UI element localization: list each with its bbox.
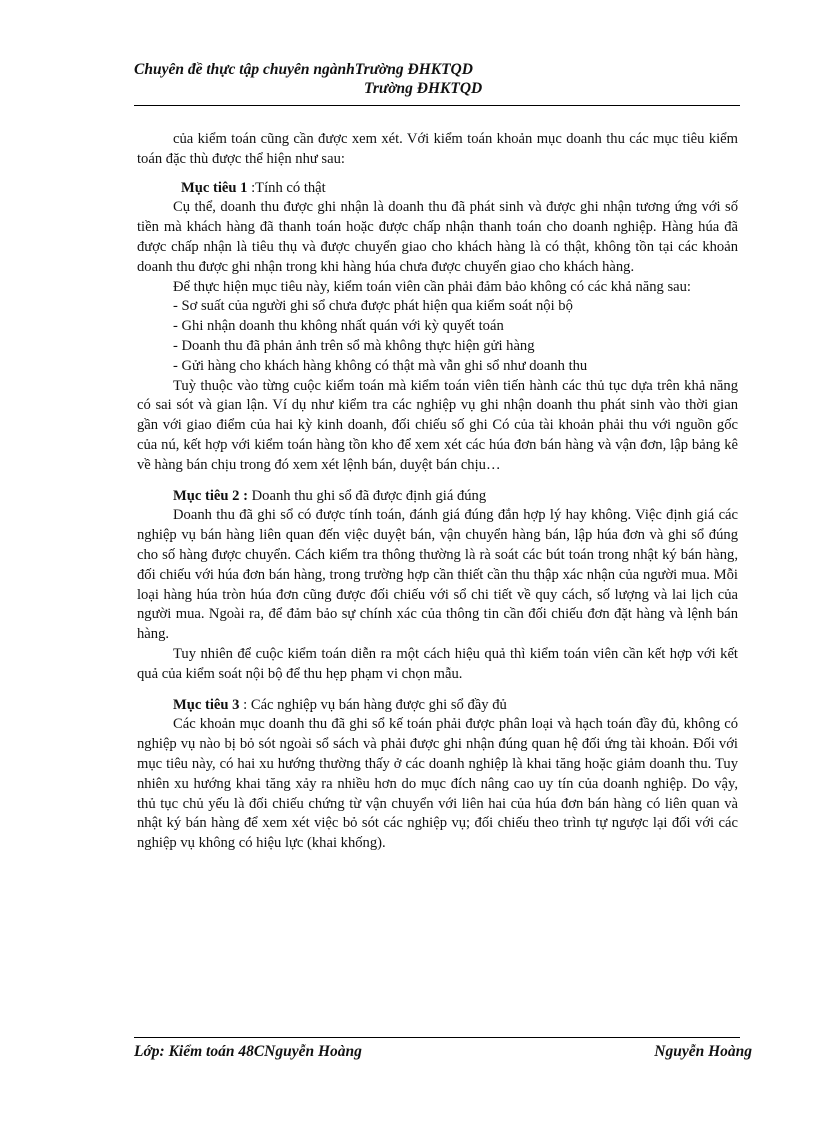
goal-3-heading	[137, 696, 738, 716]
goal-2-heading	[137, 487, 738, 507]
goal-3-paragraph-1: Các khoản mục doanh thu đã ghi sổ kế toán phải được phân loại và hạch toán đầy đủ, không có nghiệp vụ nào bị bỏ sót ngoài sổ sách và phải được ghi nhận đúng quan hệ đối ứng tài khoản. Đối với mục tiêu này, có hai xu hướng thường thấy ở các doanh nghiệp là khai tăng hoặc giảm doanh thu. Tuy nhiên xu hướng khai tăng xảy ra nhiều hơn do mục đích nâng cao uy tín của doanh nghiệp. Do vậy, thủ tục chủ yếu là đối chiếu chứng từ vận chuyển với liên hai của húa đơn bán hàng có liên quan và nhật ký bán hàng để xem xét việc bỏ sót các nghiệp vụ; đối chiếu theo trình tự ngược lại đối với các nghiệp vụ không có hiệu lực (khai khống).	[137, 716, 738, 852]
list-item: - Ghi nhận doanh thu không nhất quán với kỳ quyết toán	[173, 318, 504, 335]
footer-author: Nguyễn Hoàng	[654, 1043, 752, 1060]
header-school: Trường ĐHKTQD	[364, 80, 483, 97]
list-item: - Gửi hàng cho khách hàng không có thật mà vẫn ghi sổ như doanh thu	[173, 357, 588, 374]
list-item: - Doanh thu đã phản ảnh trên sổ mà không thực hiện gửi hàng	[173, 337, 535, 354]
goal-1-label: Mục tiêu 1	[181, 179, 248, 196]
page-footer	[134, 1037, 752, 1068]
goal-2-paragraph-1: Doanh thu đã ghi sổ có được tính toán, đánh giá đúng đắn hợp lý hay không. Việc định giá các nghiệp vụ bán hàng liên quan đến việc duyệt bán, vận chuyển hàng bán, lập húa đơn và ghi sổ đúng cho số hàng được chuyển. Cách kiểm tra thông thường là rà soát các bút toán trong nhật ký bán hàng, đối chiếu với húa đơn bán hàng, trong trường hợp cần thiết cần thu thập xác nhận của người mua. Mỗi loại hàng húa tròn húa đơn cũng được đối chiếu với sổ chi tiết về quy cách, số lượng và lai lịch của người mua. Ngoài ra, để đảm bảo sự chính xác của thông tin cần đối chiếu đơn đặt hàng và lệnh bán hàng.	[137, 507, 738, 643]
list-item: - Sơ suất của người ghi sổ chưa được phát hiện qua kiểm soát nội bộ	[173, 298, 573, 315]
document-body	[137, 130, 738, 854]
intro-paragraph: của kiểm toán cũng cần được xem xét. Với kiểm toán khoản mục doanh thu các mục tiêu kiểm toán đặc thù được thể hiện như sau:	[137, 131, 738, 167]
header-title: Chuyên đề thực tập chuyên ngànhTrường ĐHKTQD	[134, 61, 473, 78]
goal-3-title: : Các nghiệp vụ bán hàng được ghi sổ đầy đủ	[239, 696, 507, 713]
goal-2-label: Mục tiêu 2 :	[173, 487, 248, 504]
goal-2-title: Doanh thu ghi sổ đã được định giá đúng	[247, 487, 487, 504]
goal-3-label: Mục tiêu 3	[173, 696, 240, 713]
goal-1-title: :Tính có thật	[247, 179, 326, 196]
goal-1-paragraph-1: Cụ thể, doanh thu được ghi nhận là doanh thu đã phát sinh và được ghi nhận tương ứng với số tiền mà khách hàng đã thanh toán hoặc được chấp nhận thanh toán cho doanh nghiệp. Hàng húa đã được chấp nhận là tiêu thụ và được chuyển giao cho khách hàng là có thật, không tồn tại các khoản doanh thu được ghi nhận trong khi hàng húa chưa được chuyển giao cho khách hàng.	[137, 199, 738, 275]
footer-class: Lớp: Kiểm toán 48CNguyễn Hoàng	[134, 1043, 362, 1060]
goal-2-paragraph-2: Tuy nhiên để cuộc kiểm toán diễn ra một cách hiệu quả thì kiểm toán viên cần kết hợp với kết quả của kiểm soát nội bộ để thu hẹp phạm vi chọn mẫu.	[137, 645, 738, 682]
page-header	[134, 60, 740, 106]
goal-1-paragraph-2: Để thực hiện mục tiêu này, kiểm toán viên cần phải đảm bảo không có các khả năng sau:	[173, 278, 691, 295]
goal-1-paragraph-3: Tuỳ thuộc vào từng cuộc kiểm toán mà kiểm toán viên tiến hành các thủ tục dựa trên khả năng có sai sót và gian lận. Ví dụ như kiểm tra các nghiệp vụ ghi nhận doanh thu phát sinh vào thời gian gần với giao điểm của hai kỳ kinh doanh, đối chiếu số ghi Có của tài khoản phải thu với nguồn gốc của nú, kết hợp với kiểm toán hàng tồn kho để xem xét các húa đơn bán hàng và vận đơn, lập bảng kê về hàng bán chịu trong đó xem xét lệnh bán, duyệt bán chịu…	[137, 377, 738, 473]
goal-1-heading	[137, 179, 738, 199]
